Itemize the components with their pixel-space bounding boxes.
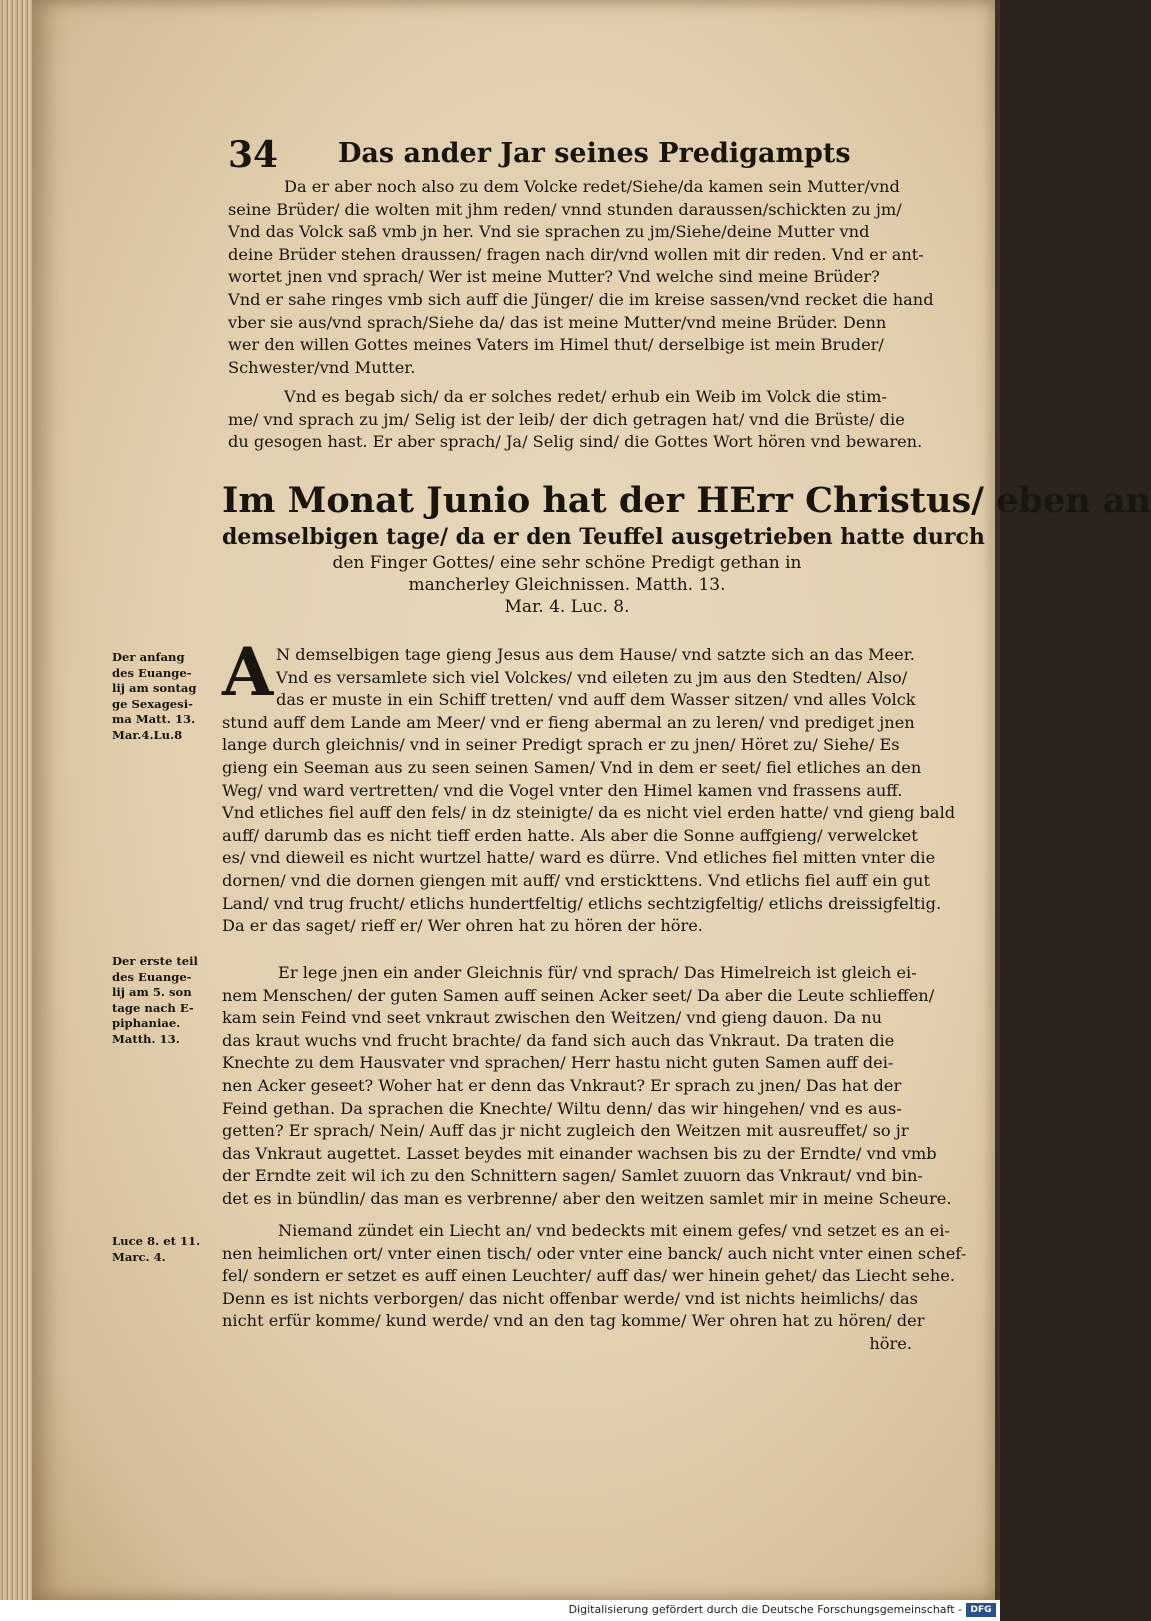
margin-note-line: des Euange- [112,665,192,680]
margin-note-line: Marc. 4. [112,1249,166,1264]
text-line: nen Acker geseet? Woher hat er denn das Vnkraut? Er sprach zu jnen/ Das hat der [222,1075,902,1095]
text-line: N demselbigen tage gieng Jesus aus dem Hause/ vnd satzte sich an das Meer. [276,645,915,664]
text-line: kam sein Feind vnd seet vnkraut zwischen den Weitzen/ vnd gieng dauon. Da nu [222,1008,883,1028]
page [32,0,1151,1600]
running-title: Das ander Jar seines Predigampts [338,138,851,169]
text-line: gieng ein Seeman aus zu seen seinen Samen/ Vnd in dem er seet/ fiel etliches an den [222,757,922,777]
margin-note-line: Matth. 13. [112,1031,180,1046]
text-line: getten? Er sprach/ Nein/ Auff das jr nicht zugleich den Weitzen mit ausreuffet/ so jr [222,1121,909,1141]
text-line: deine Brüder stehen draussen/ fragen nach dir/vnd wollen mit dir reden. Vnd er ant- [228,244,924,264]
text-line: Feind gethan. Da sprachen die Knechte/ Wiltu denn/ das wir hingehen/ vnd es aus- [222,1098,902,1118]
margin-note-line: ma Matt. 13. [112,712,196,726]
text-line: Weg/ vnd ward vertretten/ vnd die Vogel vnter den Himel kamen vnd frassens auff. [222,780,903,800]
footer-bar [0,1600,1000,1621]
text-line: Da er aber noch also zu dem Volcke redet/Siehe/da kamen sein Mutter/vnd [284,177,900,196]
chapter-heading [222,480,1151,618]
text-line: wer den willen Gottes meines Vaters im Himel thut/ derselbige ist mein Bruder/ [228,335,884,355]
text-line: der Erndte zeit wil ich zu den Schnittern sagen/ Samlet zuuorn das Vnkraut/ vnd bin- [222,1166,923,1186]
text-line: Denn es ist nichts verborgen/ das nicht offenbar werde/ vnd ist nichts heimlichs/ das [222,1288,918,1308]
funding-credit: Digitalisierung gefördert durch die Deutsche Forschungsgemeinschaft - [568,1603,962,1616]
text-line: nicht erfür komme/ kund werde/ vnd an den tag komme/ Wer ohren hat zu hören/ der [222,1311,925,1331]
text-line: höre. [869,1333,912,1353]
text-line: du gesogen hast. Er aber sprach/ Ja/ Selig sind/ die Gottes Wort hören vnd bewaren. [228,432,923,452]
margin-note-line: des Euange- [112,969,192,984]
text-line: dornen/ vnd die dornen giengen mit auff/ vnd erstickttens. Vnd etlichs fiel auff ein gut [222,870,930,890]
margin-note-line: Mar.4.Lu.8 [112,727,183,742]
dfg-logo: DFG [966,1603,996,1617]
text-line: Da er das saget/ rieff er/ Wer ohren hat zu hören der höre. [222,916,703,936]
heading-line-1: Im Monat Junio hat der HErr Christus/ eben an [222,480,1151,521]
paragraph-1 [228,176,934,379]
margin-note-line: ge Sexagesi- [112,696,193,711]
text-line: nen heimlichen ort/ vnter einen tisch/ oder vnter eine banck/ auch nicht vnter einen schef- [222,1243,967,1263]
heading-line-5: Mar. 4. Luc. 8. [504,597,630,617]
text-line: me/ vnd sprach zu jm/ Selig ist der leib/ der dich getragen hat/ vnd die Brüste/ die [228,409,905,429]
margin-note-line: Der erste teil [112,954,198,968]
text-line: fel/ sondern er setzet es auff einen Leuchter/ auff das/ wer hinein gehet/ das Liecht sehe. [222,1266,955,1286]
text-line: stund auff dem Lande am Meer/ vnd er fieng abermal an zu leren/ vnd prediget jnen [222,712,915,732]
text-line: det es in bündlin/ das man es verbrenne/ aber den weitzen samlet mir in meine Scheure. [222,1188,952,1208]
text-line: es/ vnd dieweil es nicht wurtzel hatte/ ward es dürre. Vnd etliches fiel mitten vnter die [222,848,936,868]
text-line: Niemand zündet ein Liecht an/ vnd bedeckts mit einem gefes/ vnd setzet es an ei- [278,1221,950,1240]
margin-note-line: lij am sontag [112,681,197,695]
margin-note-line: tage nach E- [112,1000,194,1015]
text-line: nem Menschen/ der guten Samen auff seinen Acker seet/ Da aber die Leute schlieffen/ [222,985,935,1005]
drop-cap-initial: A [222,633,274,711]
text-line: lange durch gleichnis/ vnd in seiner Predigt sprach er zu jnen/ Höret zu/ Siehe/ Es [222,735,900,755]
text-line: das kraut wuchs vnd frucht brachte/ da fand sich auch das Vnkraut. Da traten die [222,1030,895,1050]
text-line: Vnd es versamlete sich viel Volckes/ vnd eileten zu jm aus den Stedten/ Also/ [276,667,908,687]
text-line: Er lege jnen ein ander Gleichnis für/ vnd sprach/ Das Himelreich ist gleich ei- [278,963,917,982]
text-line: Knechte zu dem Hausvater vnd sprachen/ Herr hastu nicht guten Samen auff dei- [222,1053,894,1073]
text-line: auff/ darumb das es nicht tieff erden hatte. Als aber die Sonne auffgieng/ verwelcket [222,825,918,845]
paragraph-3 [222,644,956,938]
heading-line-4: mancherley Gleichnissen. Matth. 13. [408,575,726,595]
text-line: Schwester/vnd Mutter. [228,357,416,377]
margin-note-2 [112,954,230,1047]
page-header [228,134,851,176]
margin-note-line: Der anfang [112,650,185,664]
text-line: vber sie aus/vnd sprach/Siehe da/ das ist meine Mutter/vnd meine Brüder. Denn [228,312,887,332]
paragraph-2 [228,386,923,454]
margin-note-line: Luce 8. et 11. [112,1234,201,1248]
text-line: Vnd etliches fiel auff den fels/ in dz steinigte/ da es nicht viel erden hatte/ vnd gieng bald [222,803,956,823]
heading-line-3: den Finger Gottes/ eine sehr schöne Predigt gethan in [332,553,802,573]
margin-note-line: piphaniae. [112,1016,181,1030]
margin-note-3 [112,1234,230,1265]
text-line: wortet jnen vnd sprach/ Wer ist meine Mutter? Vnd welche sind meine Brüder? [228,267,880,287]
paragraph-5 [222,1220,967,1356]
text-line: das Vnkraut augettet. Lasset beydes mit einander wachsen bis zu der Erndte/ vnd vmb [222,1143,937,1163]
text-line: seine Brüder/ die wolten mit jhm reden/ vnnd stunden daraussen/schickten zu jm/ [228,199,902,219]
text-line: Vnd es begab sich/ da er solches redet/ erhub ein Weib im Volck die stim- [284,387,887,406]
page-number: 34 [228,134,279,176]
text-line: Land/ vnd trug frucht/ etlichs hundertfeltig/ etlichs sechtzigfeltig/ etlichs dreissigfeltig. [222,893,942,913]
margin-note-1 [112,650,230,743]
heading-line-2: demselbigen tage/ da er den Teuffel ausgetrieben hatte durch [222,524,985,550]
margin-note-line: lij am 5. son [112,985,192,999]
text-line: das er muste in ein Schiff tretten/ vnd auff dem Wasser sitzen/ vnd alles Volck [276,690,916,710]
text-line: Vnd er sahe ringes vmb sich auff die Jünger/ die im kreise sassen/vnd recket die hand [228,289,934,309]
paragraph-4 [222,962,952,1211]
text-line: Vnd das Volck saß vmb jn her. Vnd sie sprachen zu jm/Siehe/deine Mutter vnd [228,222,870,242]
